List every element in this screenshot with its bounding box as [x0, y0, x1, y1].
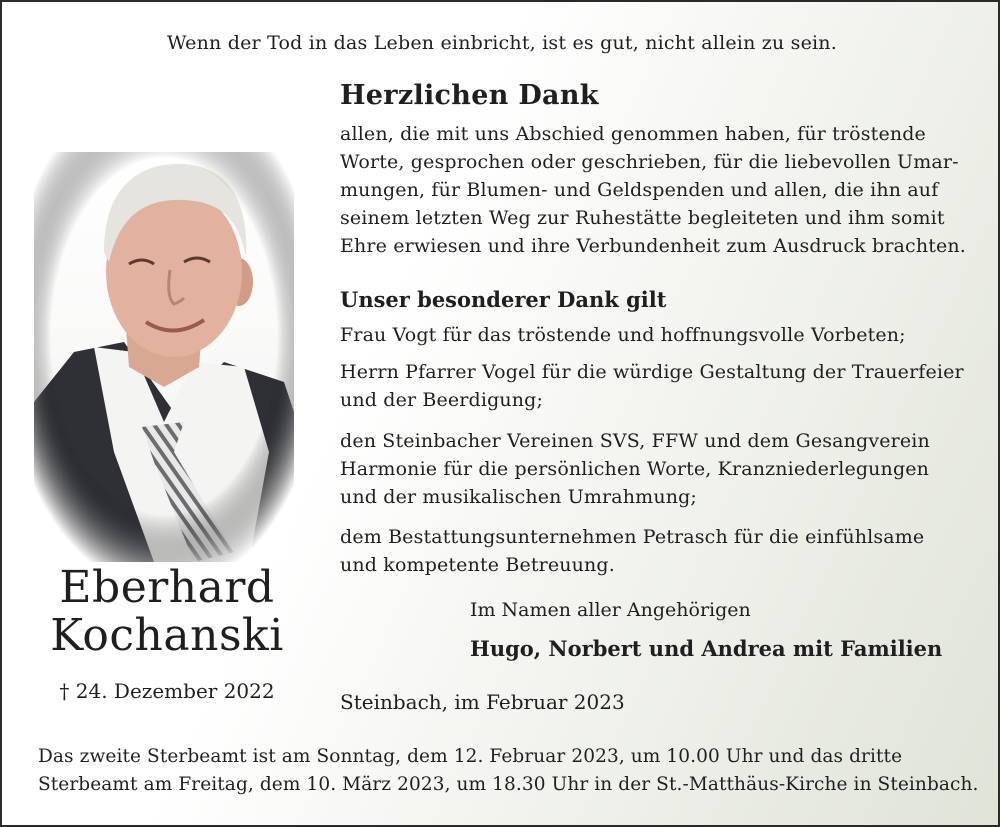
motto-quote: Wenn der Tod in das Leben einbricht, ist es gut, nicht allein zu sein.	[167, 32, 837, 54]
special-thanks-line: Frau Vogt für das tröstende und hoffnungsvolle Vorbeten;	[340, 324, 906, 346]
special-thanks-line: und der Beerdigung;	[340, 389, 544, 411]
signature-names: Hugo, Norbert und Andrea mit Familien	[470, 636, 943, 661]
deceased-first-name: Eberhard	[59, 562, 275, 613]
signature-intro: Im Namen aller Angehörigen	[470, 599, 751, 621]
thanks-heading: Herzlichen Dank	[340, 80, 599, 111]
portrait-photo	[34, 152, 294, 562]
special-thanks-line: den Steinbacher Vereinen SVS, FFW und dem Gesangverein	[340, 430, 930, 452]
special-thanks-item	[340, 427, 980, 511]
special-thanks-heading: Unser besonderer Dank gilt	[340, 287, 667, 312]
special-thanks-item	[340, 523, 980, 579]
thanks-line: seinem letzten Weg zur Ruhestätte begleiteten und ihm somit	[340, 207, 945, 229]
special-thanks-line: Herrn Pfarrer Vogel für die würdige Gestaltung der Trauerfeier	[340, 361, 964, 383]
thanks-line: allen, die mit uns Abschied genommen haben, für tröstende	[340, 123, 926, 145]
thanks-line: mungen, für Blumen- und Geldspenden und allen, die ihn auf	[340, 179, 939, 201]
footer-line: Sterbeamt am Freitag, dem 10. März 2023, um 18.30 Uhr in der St.-Matthäus-Kirche in Steinbach.	[38, 774, 979, 795]
thanks-paragraph	[340, 120, 980, 260]
place-date: Steinbach, im Februar 2023	[340, 690, 625, 714]
death-date: † 24. Dezember 2022	[59, 679, 275, 703]
footer-notice	[38, 743, 979, 799]
deceased-last-name: Kochanski	[50, 610, 284, 661]
special-thanks-line: Harmonie für die persönlichen Worte, Kranzniederlegungen	[340, 458, 930, 480]
footer-line: Das zweite Sterbeamt ist am Sonntag, dem 12. Februar 2023, um 10.00 Uhr und das dritte	[38, 746, 903, 767]
deceased-name	[42, 564, 292, 660]
thanks-line: Worte, gesprochen oder geschrieben, für die liebevollen Umar-	[340, 151, 959, 173]
special-thanks-line: und kompetente Betreuung.	[340, 554, 615, 576]
thanks-line: Ehre erwiesen und ihre Verbundenheit zum Ausdruck brachten.	[340, 235, 966, 257]
special-thanks-item	[340, 358, 980, 414]
special-thanks-line: und der musikalischen Umrahmung;	[340, 486, 697, 508]
special-thanks-item	[340, 321, 980, 349]
special-thanks-line: dem Bestattungsunternehmen Petrasch für die einfühlsame	[340, 526, 925, 548]
